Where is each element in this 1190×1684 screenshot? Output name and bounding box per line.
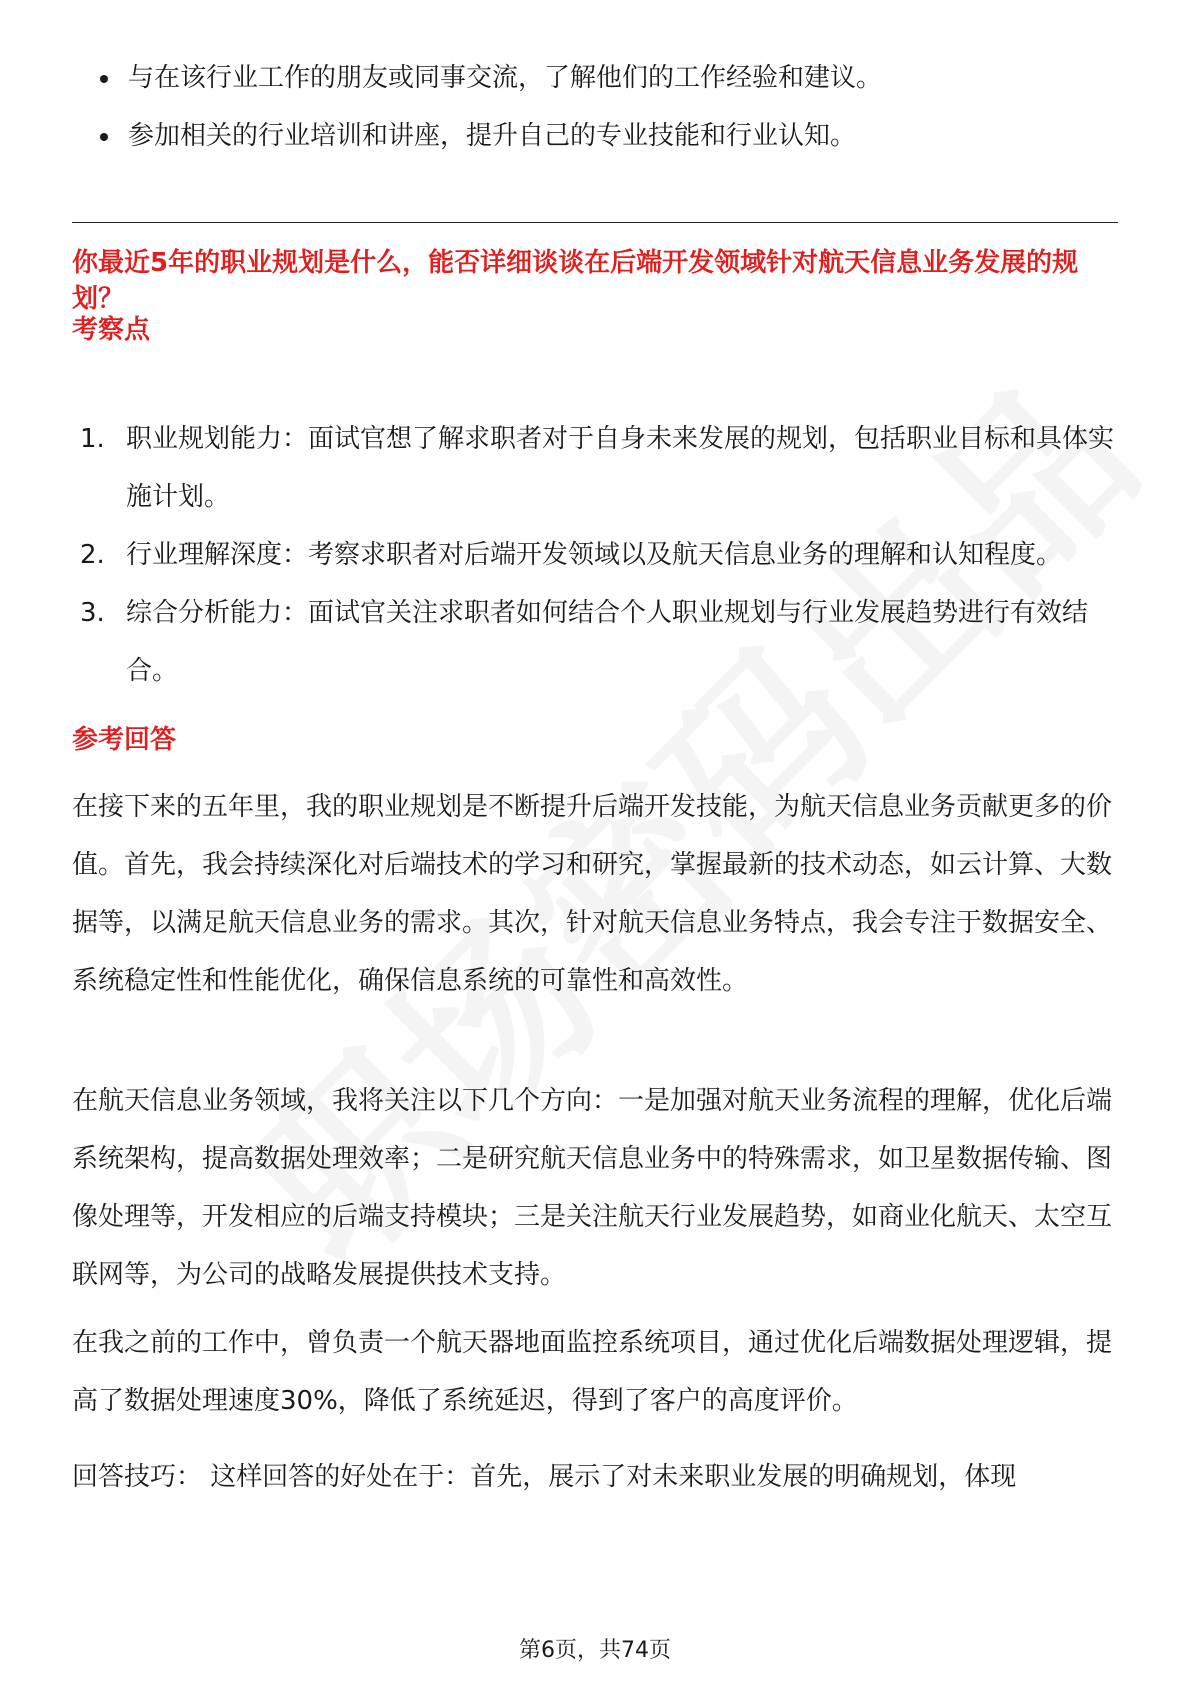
item-text: 行业理解深度：考察求职者对后端开发领域以及航天信息业务的理解和认知程度。 bbox=[126, 540, 1063, 570]
item-text: 综合分析能力：面试官关注求职者如何结合个人职业规划与行业发展趋势进行有效结合。 bbox=[126, 598, 1089, 686]
list-item bbox=[80, 410, 1120, 526]
list-item bbox=[80, 526, 1120, 584]
item-number: 3. bbox=[80, 598, 105, 628]
points-heading: 考察点 bbox=[72, 315, 151, 345]
list-item bbox=[80, 584, 1120, 700]
list-item: 参加相关的行业培训和讲座，提升自己的专业技能和行业认知。 bbox=[100, 118, 1110, 154]
answer-paragraph: 在接下来的五年里，我的职业规划是不断提升后端开发技能，为航天信息业务贡献更多的价值。首先，我会持续深化对后端技术的学习和研究，掌握最新的技术动态，如云计算、大数据等，以满足航天信息业务的需求。其次，针对航天信息业务特点，我会专注于数据安全、系统稳定性和性能优化，确保信息系统的可靠性和高效性。 bbox=[72, 792, 1113, 996]
points-list bbox=[80, 410, 1120, 700]
answer-heading: 参考回答 bbox=[72, 725, 177, 755]
list-item: 与在该行业工作的朋友或同事交流，了解他们的工作经验和建议。 bbox=[100, 60, 1110, 96]
section-divider bbox=[72, 222, 1118, 223]
item-number: 1. bbox=[80, 424, 105, 454]
answer-tips: 回答技巧： 这样回答的好处在于：首先，展示了对未来职业发展的明确规划，体现 bbox=[72, 1462, 1017, 1492]
tips-bullet-list bbox=[100, 60, 1110, 176]
question-heading: 你最近5年的职业规划是什么，能否详细谈谈在后端开发领域针对航天信息业务发展的规划？ bbox=[72, 248, 1079, 314]
item-text: 职业规划能力：面试官想了解求职者对于自身未来发展的规划，包括职业目标和具体实施计划。 bbox=[126, 424, 1115, 512]
item-number: 2. bbox=[80, 540, 105, 570]
page-number: 第6页，共74页 bbox=[519, 1638, 671, 1663]
answer-paragraph: 在航天信息业务领域，我将关注以下几个方向：一是加强对航天业务流程的理解，优化后端系统架构，提高数据处理效率；二是研究航天信息业务中的特殊需求，如卫星数据传输、图像处理等，开发相应的后端支持模块；三是关注航天行业发展趋势，如商业化航天、太空互联网等，为公司的战略发展提供技术支持。 bbox=[72, 1086, 1113, 1290]
answer-paragraph: 在我之前的工作中，曾负责一个航天器地面监控系统项目，通过优化后端数据处理逻辑，提高了数据处理速度30%，降低了系统延迟，得到了客户的高度评价。 bbox=[72, 1328, 1113, 1416]
